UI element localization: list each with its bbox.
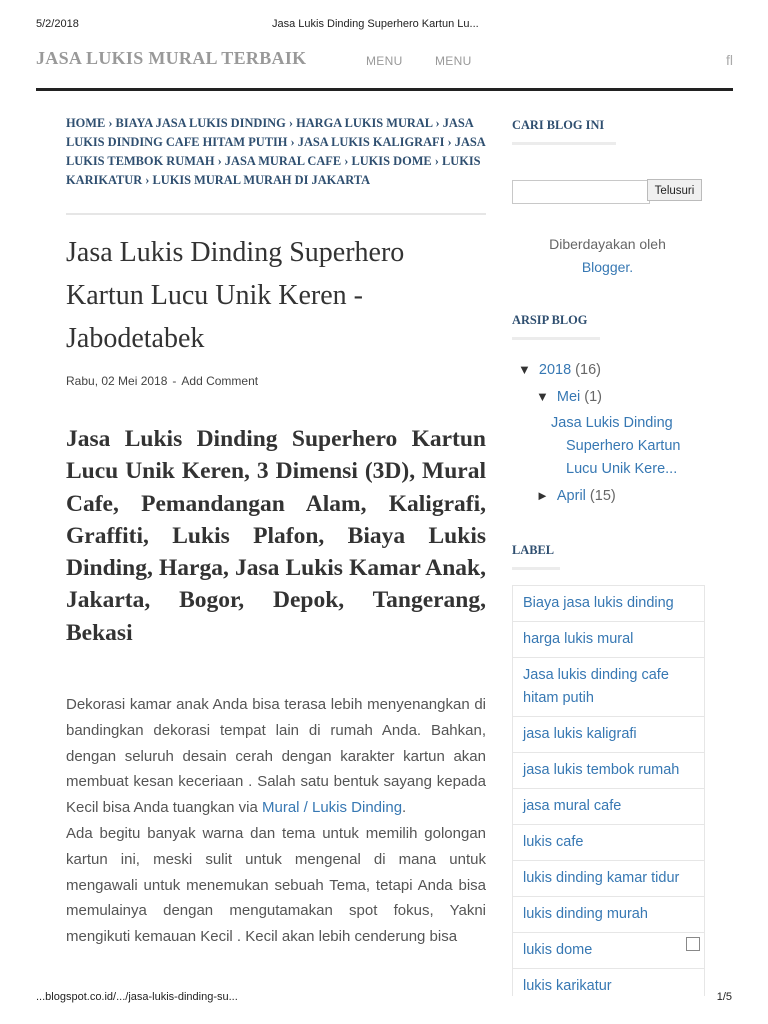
label-item[interactable]: jasa lukis kaligrafi [513, 717, 704, 753]
powered-by [512, 233, 703, 279]
archive-year-link[interactable]: 2018 [538, 362, 572, 378]
breadcrumb[interactable]: HOME › BIAYA JASA LUKIS DINDING › HARGA LUKIS MURAL › JASA LUKIS DINDING CAFE HITAM PUTIH › JASA LUKIS KALIGRAFI › JASA LUKIS TEMBOK RUMAH › JASA MURAL CAFE › LUKIS DOME › LUKIS KARIKATUR › LUKIS MURAL MURAH DI JAKARTA [66, 116, 486, 187]
archive-month2-count: (15) [589, 488, 616, 504]
archive-year-2018[interactable] [518, 358, 601, 382]
post-heading: Jasa Lukis Dinding Superhero Kartun Lucu Unik Keren, 3 Dimensi (3D), Mural Cafe, Pemandangan Alam, Kaligrafi, Graffiti, Lukis Plafon, Biaya Lukis Dinding, Harga, Jasa Lukis Kamar Anak, Jakarta, Bogor, Depok, Tangerang, Bekasi [66, 426, 486, 646]
print-footer [36, 991, 732, 1003]
powered-by-text: Diberdayakan oleh [549, 236, 666, 252]
label-item[interactable]: lukis karikatur [513, 969, 704, 996]
archive-month-count: (1) [584, 389, 603, 405]
archive-month-april[interactable] [536, 484, 616, 508]
paragraph-1-text: Dekorasi kamar anak Anda bisa terasa lebih menyenangkan di bandingkan dekorasi tempat lain di rumah Anda. Bahkan, dengan seluruh desain cerah dengan karakter kartun akan membuat kesan keceriaan . Salah satu bentuk sayang kepada Kecil bisa Anda tuangkan via [66, 696, 486, 817]
site-title[interactable]: JASA LUKIS MURAL TERBAIK [36, 48, 307, 68]
post-meta [66, 374, 258, 388]
collapse-triangle-icon[interactable]: ▼ [536, 389, 549, 404]
menu-button-2[interactable]: MENU [435, 54, 472, 68]
label-widget-title: LABEL [512, 543, 555, 557]
archive-title-rule [512, 337, 600, 340]
archive-month-mei[interactable] [536, 385, 602, 409]
social-icons[interactable]: fl [726, 52, 733, 68]
meta-separator: - [172, 374, 177, 388]
archive-post-line-2[interactable]: Superhero Kartun [566, 438, 681, 454]
blogger-link[interactable]: Blogger. [581, 259, 634, 275]
search-title-rule [512, 142, 616, 145]
archive-widget-title: ARSIP BLOG [512, 313, 588, 327]
label-title-rule [512, 567, 560, 570]
post-body [66, 692, 486, 950]
print-page-title: Jasa Lukis Dinding Superhero Kartun Lu... [272, 18, 479, 30]
label-item[interactable]: lukis cafe [513, 825, 704, 861]
post-title: Jasa Lukis Dinding Superhero Kartun Lucu Unik Keren - Jabodetabek [66, 237, 405, 354]
label-item[interactable]: jasa mural cafe [513, 789, 704, 825]
label-list [512, 585, 705, 996]
archive-post-link[interactable] [551, 412, 680, 481]
mural-link[interactable]: Mural / Lukis Dinding [261, 799, 403, 817]
label-item[interactable]: Jasa lukis dinding cafe hitam putih [513, 658, 704, 717]
label-item[interactable]: harga lukis mural [513, 622, 704, 658]
label-item[interactable]: Biaya jasa lukis dinding [513, 586, 704, 622]
checkbox[interactable] [686, 937, 700, 951]
menu-button-1[interactable]: MENU [366, 54, 403, 68]
archive-year-count: (16) [575, 362, 601, 378]
archive-month-link[interactable]: Mei [556, 389, 581, 405]
paragraph-2: Ada begitu banyak warna dan tema untuk memilih golongan kartun ini, meski sulit untuk mengenal di mana untuk mengawali untuk menemukan sebuah Tema, tetapi Anda bisa memulainya dengan mengutamakan spot fokus, Yakni mengikuti kemauan Kecil . Kecil akan lebih cenderung bisa [66, 824, 486, 946]
print-page-number: 1/5 [716, 991, 732, 1003]
label-item[interactable]: jasa lukis tembok rumah [513, 753, 704, 789]
search-button[interactable]: Telusuri [647, 179, 702, 201]
paragraph-1-end: . [402, 799, 407, 817]
label-item[interactable]: lukis dome [513, 933, 704, 969]
search-widget-title: CARI BLOG INI [512, 118, 605, 132]
archive-post-line-3[interactable]: Lucu Unik Kere... [566, 461, 678, 477]
print-header [36, 18, 732, 34]
search-input[interactable] [512, 180, 650, 204]
archive-month2-link[interactable]: April [556, 488, 586, 504]
label-item[interactable]: lukis dinding murah [513, 897, 704, 933]
site-header [36, 44, 733, 91]
collapse-triangle-icon[interactable]: ▼ [518, 362, 531, 377]
post-date: Rabu, 02 Mei 2018 [66, 374, 168, 388]
paragraph-1 [66, 692, 486, 821]
archive-post-line-1[interactable]: Jasa Lukis Dinding [551, 415, 673, 431]
breadcrumb-divider [66, 213, 486, 215]
add-comment-link[interactable]: Add Comment [181, 374, 259, 388]
print-url: ...blogspot.co.id/.../jasa-lukis-dinding-su... [36, 991, 238, 1003]
print-date: 5/2/2018 [36, 18, 79, 30]
expand-triangle-icon[interactable]: ► [536, 488, 549, 503]
label-item[interactable]: lukis dinding kamar tidur [513, 861, 704, 897]
